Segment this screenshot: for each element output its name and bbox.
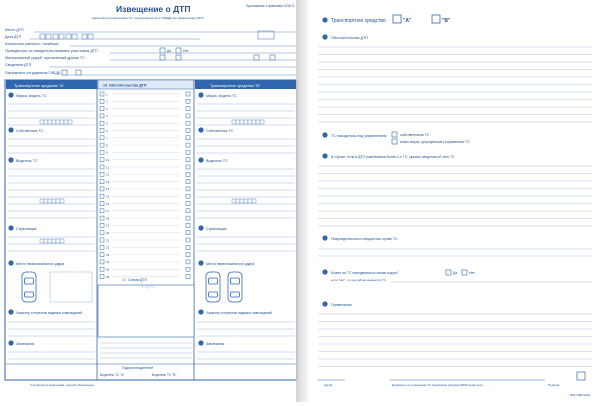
circumstance-number: 26 — [106, 274, 110, 279]
circumstance-checkbox-b[interactable] — [186, 187, 190, 191]
circumstance-number: 19 — [106, 223, 110, 228]
circumstance-checkbox-b[interactable] — [186, 180, 190, 184]
checkbox-yes-7[interactable] — [62, 70, 67, 75]
header-sub: (заполняется водителями ТС, предоставляется в ГИБДД при оформлении ДТП) — [92, 16, 204, 20]
box-a-label: "A" — [403, 18, 412, 24]
top-row-3-label: Количество раненых / погибших — [5, 42, 59, 46]
circumstance-checkbox-a[interactable] — [100, 223, 104, 227]
circumstance-checkbox-b[interactable] — [186, 129, 190, 133]
circumstance-checkbox-a[interactable] — [100, 150, 104, 154]
circumstance-number: 21 — [106, 238, 110, 243]
circumstance-number: 11 — [106, 165, 110, 170]
col-a-title: Транспортное средство "A" — [14, 83, 65, 88]
col-b-section-13: Характер и перечень видимых повреждений — [206, 311, 272, 315]
box-b-label: "B" — [442, 18, 451, 24]
circumstance-number: 5 — [106, 121, 108, 126]
circumstance-checkbox-a[interactable] — [100, 267, 104, 271]
circumstance-checkbox-a[interactable] — [100, 216, 104, 220]
item-5-label: Может ли ТС передвигаться своим ходом? — [331, 271, 399, 275]
item-3-label: В случае, если в ДТП участвовали более 2-х ТС, указать сведения об этих ТС — [331, 155, 455, 159]
circumstance-checkbox-a[interactable] — [100, 245, 104, 249]
circumstance-checkbox-a[interactable] — [100, 202, 104, 206]
circumstance-checkbox-b[interactable] — [186, 194, 190, 198]
circumstance-checkbox-b[interactable] — [186, 150, 190, 154]
circumstance-checkbox-a[interactable] — [100, 180, 104, 184]
col-a-section-12: Место первоначального удара — [16, 262, 65, 266]
circumstance-number: 22 — [106, 245, 110, 250]
circumstance-checkbox-a[interactable] — [100, 194, 104, 198]
circumstance-number: 6 — [106, 128, 108, 133]
col-b-section-10: Водитель ТС — [206, 159, 228, 163]
notice-title: Извещение о ДТП — [116, 4, 191, 14]
owner-opt1: собственником ТС — [400, 133, 430, 137]
circumstance-number: 12 — [106, 172, 110, 177]
circumstance-checkbox-a[interactable] — [100, 107, 104, 111]
diagram-title: 17. Схема ДТП — [122, 278, 148, 282]
circumstance-checkbox-b[interactable] — [186, 209, 190, 213]
circumstance-number: 9 — [106, 150, 108, 155]
circumstance-number: 2 — [106, 99, 108, 104]
checkbox-no-5[interactable] — [176, 55, 181, 60]
circumstance-checkbox-b[interactable] — [186, 260, 190, 264]
circumstance-checkbox-b[interactable] — [186, 121, 190, 125]
circumstance-number: 25 — [106, 267, 110, 272]
move-no-label: Нет — [469, 271, 475, 275]
circumstance-checkbox-a[interactable] — [100, 121, 104, 125]
top-row-5-label: Материальный ущерб, причиненный другим ТС — [5, 56, 85, 60]
circumstance-number: 1 — [106, 92, 108, 97]
circumstance-checkbox-b[interactable] — [186, 275, 190, 279]
col-b-section-12: Место первоначального удара — [206, 262, 255, 266]
checkbox-owner[interactable] — [392, 132, 397, 137]
footer-date: (дата) — [324, 383, 333, 387]
circumstance-number: 15 — [106, 194, 110, 199]
circumstance-checkbox-b[interactable] — [186, 245, 190, 249]
circumstance-checkbox-b[interactable] — [186, 107, 190, 111]
checkbox-yes-5[interactable] — [160, 55, 165, 60]
circumstance-checkbox-b[interactable] — [186, 136, 190, 140]
col-a-section-9: Собственник ТС — [16, 129, 44, 133]
circumstance-number: 14 — [106, 187, 110, 192]
checkbox-vehicle-a[interactable] — [393, 15, 401, 23]
col-a-section-10: Водитель ТС — [16, 159, 38, 163]
circumstance-checkbox-b[interactable] — [186, 253, 190, 257]
item-6-label: Примечание — [331, 303, 352, 307]
col-a-impact-box[interactable] — [50, 272, 92, 302]
move-yes-label: Да — [453, 271, 458, 275]
owner-opt2: иным лицом, допущенным к управлению ТС — [400, 140, 470, 144]
col-b-section-16: Замечания — [206, 342, 225, 346]
item-4-label: Повреждения иного имущества, кроме ТС — [331, 237, 398, 241]
circumstance-number: 23 — [106, 252, 110, 257]
checkbox-yes-5b[interactable] — [254, 55, 259, 60]
diagram-sign: Р-Д РС — [142, 284, 156, 289]
car-a-outline-icon — [22, 272, 36, 302]
circumstance-checkbox-a[interactable] — [100, 238, 104, 242]
circumstance-checkbox-a[interactable] — [100, 187, 104, 191]
checkbox-other-driver[interactable] — [392, 139, 397, 144]
circumstance-checkbox-a[interactable] — [100, 114, 104, 118]
checkbox-move-no[interactable] — [462, 270, 467, 275]
top-row-6-label: Свидетели ДТП — [5, 63, 32, 67]
checkbox-no-5b[interactable] — [270, 55, 275, 60]
sign-a: Водитель ТС "A" — [100, 373, 125, 377]
diagram-area[interactable] — [98, 285, 194, 337]
checkbox-move-yes[interactable] — [446, 270, 451, 275]
circumstances-title: 14. Обстоятельства ДТП — [103, 83, 147, 88]
circumstance-checkbox-a[interactable] — [100, 99, 104, 103]
circumstance-checkbox-b[interactable] — [186, 158, 190, 162]
footer-sign-note: Документы в отношении ТС подписаны (подпись/ФИО водителя) — [392, 383, 483, 387]
circumstance-checkbox-b[interactable] — [186, 231, 190, 235]
yes-label-4: Да — [167, 49, 172, 53]
circumstance-checkbox-a[interactable] — [100, 165, 104, 169]
top-row-7-label: Оформлено сотрудником ГИБДД — [5, 71, 61, 75]
col-b-title: Транспортное средство "B" — [210, 83, 261, 88]
circumstance-checkbox-b[interactable] — [186, 99, 190, 103]
checkbox-footer[interactable] — [577, 372, 585, 380]
sign-b: Водитель ТС "B" — [152, 373, 177, 377]
circumstance-checkbox-b[interactable] — [186, 143, 190, 147]
circumstance-checkbox-b[interactable] — [186, 92, 190, 96]
circumstance-number: 4 — [106, 114, 108, 119]
circumstance-number: 16 — [106, 201, 110, 206]
right-title: Транспортное средство — [331, 18, 386, 24]
circumstance-checkbox-a[interactable] — [100, 158, 104, 162]
header-note: Приложение к правилам ОСАГО — [246, 4, 295, 8]
sign-title: Подписи водителей — [122, 366, 153, 370]
circumstance-checkbox-a[interactable] — [100, 260, 104, 264]
footnote: Составляется водителями, подписи обязательны — [30, 383, 94, 387]
top-row-2-label: Дата ДТП — [5, 35, 22, 39]
col-a-section-8: Марка, модель ТС — [16, 94, 47, 98]
right-page-back-side — [310, 0, 600, 402]
circumstance-checkbox-b[interactable] — [186, 165, 190, 169]
checkbox-vehicle-b[interactable] — [432, 15, 440, 23]
circumstance-number: 8 — [106, 143, 108, 148]
circumstance-checkbox-a[interactable] — [100, 136, 104, 140]
circumstance-checkbox-b[interactable] — [186, 216, 190, 220]
checkbox-no-4[interactable] — [176, 48, 181, 53]
col-a-section-16: Замечания — [16, 342, 35, 346]
top-row-1-label: Место ДТП — [5, 28, 24, 32]
checkbox-yes-4[interactable] — [160, 48, 165, 53]
circumstance-checkbox-b[interactable] — [186, 267, 190, 271]
circumstance-checkbox-a[interactable] — [100, 275, 104, 279]
circumstance-checkbox-b[interactable] — [186, 172, 190, 176]
circumstance-number: 17 — [106, 209, 110, 214]
checkbox-no-7[interactable] — [76, 70, 81, 75]
circumstance-number: 24 — [106, 260, 110, 265]
col-a-section-13: Характер и перечень видимых повреждений — [16, 311, 82, 315]
date-boxes — [40, 34, 93, 39]
col-a-section-11: Страховщик — [16, 227, 37, 231]
circumstance-checkbox-a[interactable] — [100, 231, 104, 235]
circumstance-number: 20 — [106, 231, 110, 235]
item-1-label: Обстоятельства ДТП — [331, 36, 369, 40]
circumstance-checkbox-b[interactable] — [186, 223, 190, 227]
left-page-front-side — [0, 0, 300, 402]
circumstance-checkbox-b[interactable] — [186, 114, 190, 118]
move-note: если "Нет", то где сейчас находится ТС — [331, 278, 386, 282]
circumstance-number: 10 — [106, 158, 110, 162]
circumstance-checkbox-a[interactable] — [100, 92, 104, 96]
top-row-4-label: Проводилось ли освидетельствование участников ДТП — [5, 49, 98, 53]
circumstance-number: 7 — [106, 136, 108, 141]
circumstance-checkbox-a[interactable] — [100, 172, 104, 176]
col-b-section-8: Марка, модель ТС — [206, 94, 237, 98]
circumstance-checkbox-b[interactable] — [186, 202, 190, 206]
col-b-section-11: Страховщик — [206, 227, 227, 231]
circumstance-checkbox-b[interactable] — [186, 238, 190, 242]
footer-right: Подпись — [548, 383, 560, 387]
circumstance-checkbox-a[interactable] — [100, 253, 104, 257]
no-label-4: Нет — [183, 49, 189, 53]
circumstance-number: 3 — [106, 106, 108, 111]
col-b-section-9: Собственник ТС — [206, 129, 234, 133]
item-2-label: ТС находилось под управлением — [331, 134, 387, 138]
page-fold — [296, 0, 310, 402]
circumstance-checkbox-a[interactable] — [100, 143, 104, 147]
circumstance-number: 18 — [106, 216, 110, 221]
circumstance-checkbox-a[interactable] — [100, 129, 104, 133]
page-code: Ф№ ИДП-0001 — [570, 393, 591, 397]
circumstance-checkbox-a[interactable] — [100, 209, 104, 213]
circumstance-number: 13 — [106, 179, 110, 184]
